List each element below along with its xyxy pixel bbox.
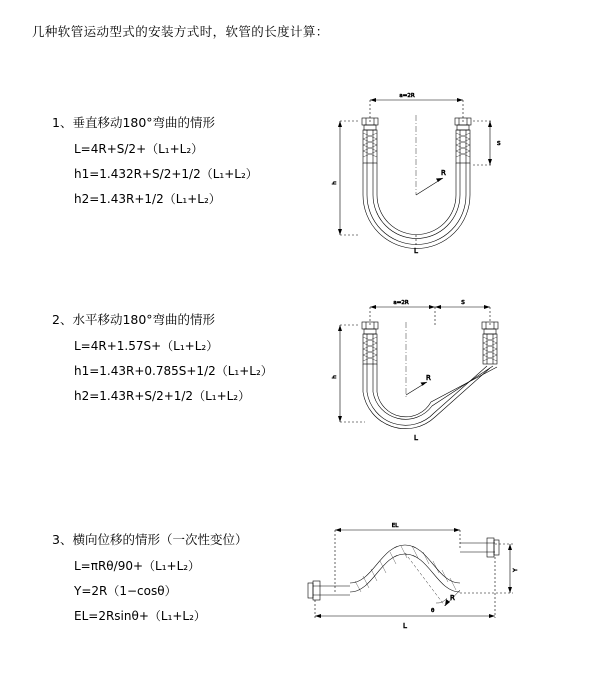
section-1-title: 1、垂直移动180°弯曲的情形 xyxy=(52,115,216,130)
section-1-formula-1: L=4R+S/2+（L₁+L₂） xyxy=(74,142,204,156)
section-3-formula-1: L=πRθ/90+（L₁+L₂） xyxy=(74,559,201,573)
svg-text:L: L xyxy=(414,434,418,442)
section-lateral-offset xyxy=(0,520,600,660)
section-1-formula-2: h1=1.432R+S/2+1/2（L₁+L₂） xyxy=(74,167,258,181)
section-2-formula-3: h2=1.43R+S/2+1/2（L₁+L₂） xyxy=(74,389,251,403)
svg-text:S: S xyxy=(497,141,501,147)
horizontal-180-bend-diagram xyxy=(315,282,545,462)
section-horizontal-180 xyxy=(0,300,600,470)
svg-text:h: h xyxy=(332,375,338,379)
svg-text:a=2R: a=2R xyxy=(393,300,409,306)
section-3-formula-2: Y=2R（1−cosθ） xyxy=(74,584,177,598)
section-3-text xyxy=(52,530,247,632)
section-3-formula-3: EL=2Rsinθ+（L₁+L₂） xyxy=(74,609,206,623)
svg-text:L: L xyxy=(414,247,418,255)
vertical-180-bend-diagram xyxy=(315,75,545,275)
svg-text:a=2R: a=2R xyxy=(399,93,415,99)
svg-text:R: R xyxy=(426,374,431,382)
section-2-text xyxy=(52,310,273,412)
section-3-title: 3、横向位移的情形（一次性变位） xyxy=(52,532,248,547)
svg-text:h: h xyxy=(332,181,338,185)
svg-text:R: R xyxy=(441,169,446,177)
svg-text:θ: θ xyxy=(431,608,435,614)
section-1-formula-3: h2=1.43R+1/2（L₁+L₂） xyxy=(74,192,221,206)
section-2-formula-2: h1=1.43R+0.785S+1/2（L₁+L₂） xyxy=(74,364,273,378)
lateral-offset-diagram xyxy=(295,508,545,638)
svg-text:R: R xyxy=(450,594,455,602)
svg-text:S: S xyxy=(461,300,465,306)
svg-text:EL: EL xyxy=(391,523,399,529)
svg-text:Y: Y xyxy=(513,568,519,572)
section-2-formula-1: L=4R+1.57S+（L₁+L₂） xyxy=(74,339,219,353)
page-title: 几种软管运动型式的安装方式时，软管的长度计算： xyxy=(32,24,329,39)
section-1-text xyxy=(52,113,258,215)
section-vertical-180 xyxy=(0,93,600,275)
svg-text:L: L xyxy=(403,622,407,630)
section-2-title: 2、水平移动180°弯曲的情形 xyxy=(52,312,216,327)
